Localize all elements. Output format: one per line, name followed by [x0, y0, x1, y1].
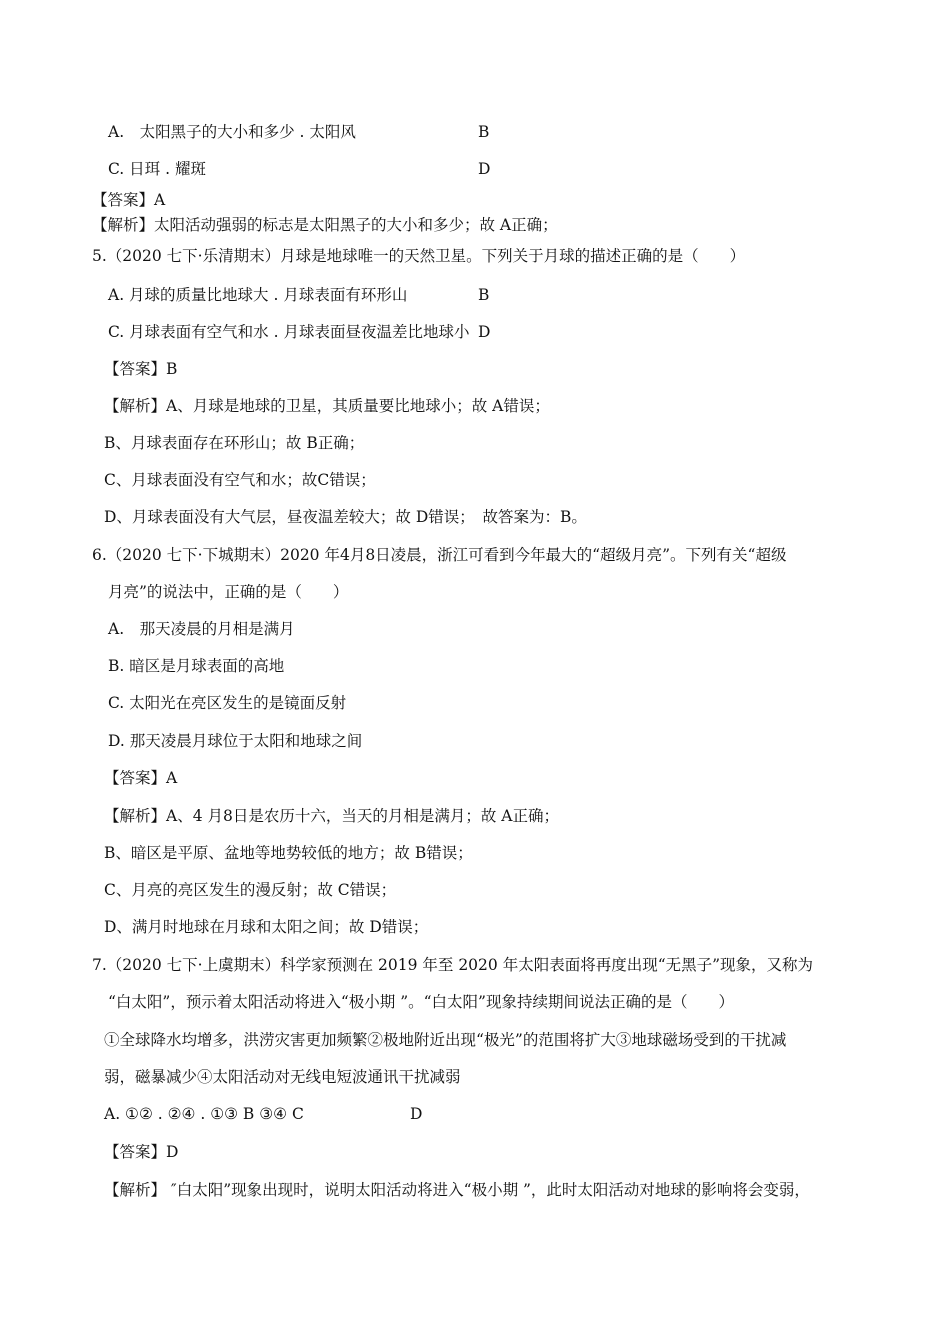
q6-answer: 【答案】A [104, 769, 178, 787]
q6-stem-cont: 月亮”的说法中，正确的是（ ） [108, 583, 349, 601]
q5-option-a: A. 月球的质量比地球大 . 月球表面有环形山 [108, 286, 408, 304]
q5-answer: 【答案】B [104, 360, 178, 378]
q6-option: B. 暗区是月球表面的高地 [108, 657, 285, 675]
q4-answer: 【答案】A [92, 191, 166, 209]
q7-analysis: 【解析】 ″白太阳”现象出现时，说明太阳活动将进入“极小期 ”，此时太阳活动对地球的影响将会变弱， [104, 1181, 810, 1199]
q5-analysis-line: C、月球表面没有空气和水；故C错误； [104, 471, 376, 489]
q5-option-c: C. 月球表面有空气和水 . 月球表面昼夜温差比地球小 [108, 323, 470, 341]
q7-stem-cont: “白太阳”，预示着太阳活动将进入“极小期 ”。“白太阳”现象持续期间说法正确的是（ ） [108, 993, 734, 1011]
q7-answer: 【答案】D [104, 1143, 179, 1161]
q5-analysis-line: B、月球表面存在环形山；故 B正确； [104, 434, 365, 452]
q6-analysis-line: D、满月时地球在月球和太阳之间；故 D错误； [104, 918, 429, 936]
q4-option-c: C. 日珥 . 耀斑 [108, 160, 206, 178]
q7-stem: 7.（2020 七下·上虞期末）科学家预测在 2019 年至 2020 年太阳表面将再度出现“无黑子”现象，又称为 [92, 956, 814, 974]
q6-option: D. 那天凌晨月球位于太阳和地球之间 [108, 732, 363, 750]
q4-option-d: D [478, 160, 491, 178]
q4-option-b: B [478, 123, 490, 141]
q5-option-b: B [478, 286, 490, 304]
q6-analysis-line: C、月亮的亮区发生的漫反射；故 C错误； [104, 881, 397, 899]
q4-option-a: A. 太阳黑子的大小和多少 . 太阳风 [108, 123, 356, 141]
q7-statements: ①全球降水均增多，洪涝灾害更加频繁②极地附近出现“极光”的范围将扩大③地球磁场受到的干扰减 [104, 1031, 787, 1049]
q4-analysis: 【解析】太阳活动强弱的标志是太阳黑子的大小和多少；故 A正确； [92, 216, 558, 234]
q5-analysis-line: 【解析】A、月球是地球的卫星，其质量要比地球小；故 A错误； [104, 397, 550, 415]
q7-statements-cont: 弱，磁暴减少④太阳活动对无线电短波通讯干扰减弱 [104, 1068, 461, 1086]
q5-option-d: D [478, 323, 491, 341]
q5-analysis-line: D、月球表面没有大气层，昼夜温差较大；故 D错误； 故答案为：B。 [104, 508, 587, 526]
q6-analysis-line: B、暗区是平原、盆地等地势较低的地方；故 B错误； [104, 844, 473, 862]
q5-stem: 5.（2020 七下·乐清期末）月球是地球唯一的天然卫星。下列关于月球的描述正确的是（ ） [92, 247, 746, 265]
q7-options: A. ①② . ②④ . ①③ B ③④ C [104, 1105, 304, 1123]
q7-option-d: D [410, 1105, 423, 1123]
q6-analysis-line: 【解析】A、4 月8日是农历十六，当天的月相是满月；故 A正确； [104, 807, 559, 825]
q6-stem: 6.（2020 七下·下城期末）2020 年4月8日凌晨，浙江可看到今年最大的“超级月亮”。下列有关“超级 [92, 546, 787, 564]
q6-option: A. 那天凌晨的月相是满月 [108, 620, 295, 638]
q6-option: C. 太阳光在亮区发生的是镜面反射 [108, 694, 347, 712]
